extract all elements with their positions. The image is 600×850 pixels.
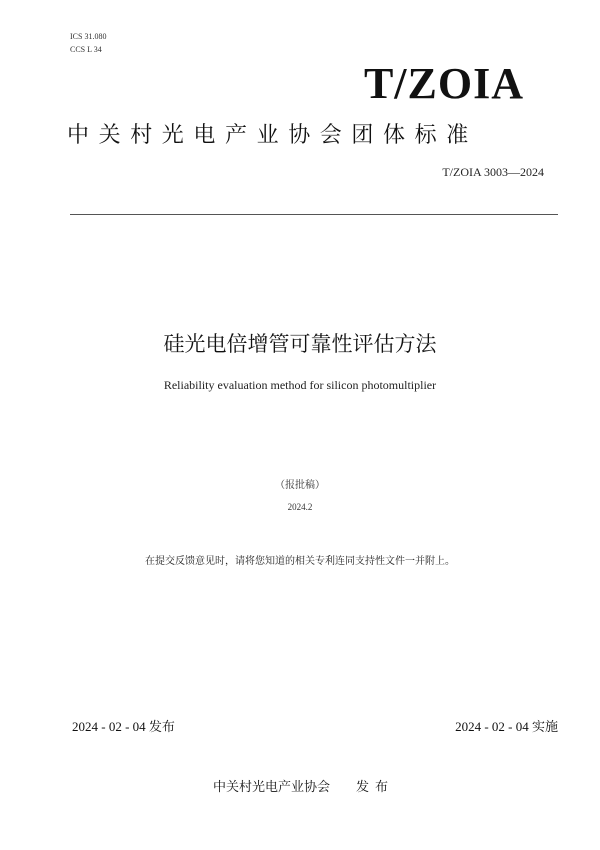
ccs-code: CCS L 34 xyxy=(70,45,102,54)
publisher-name: 中关村光电产业协会 xyxy=(213,780,331,795)
issue-date: 2024 - 02 - 04 发布 xyxy=(72,719,175,734)
document-title-english: Reliability evaluation method for silicon photomultiplier xyxy=(163,378,437,392)
draft-stage-label: （报批稿） xyxy=(275,480,325,491)
implementation-date: 2024 - 02 - 04 实施 xyxy=(455,719,558,734)
draft-date: 2024.2 xyxy=(287,502,313,512)
association-logo: T/ZOIA xyxy=(363,59,524,108)
standard-type-heading: 中关村光电产业协会团体标准 xyxy=(67,123,478,148)
classification-codes xyxy=(70,30,106,56)
ics-code: ICS 31.080 xyxy=(70,32,107,41)
header-divider xyxy=(70,214,558,215)
standard-number: T/ZOIA 3003—2024 xyxy=(442,165,544,179)
document-title-chinese: 硅光电倍增管可靠性评估方法 xyxy=(163,332,437,356)
publisher-line xyxy=(213,776,394,795)
patent-notice: 在提交反馈意见时，请将您知道的相关专利连同支持性文件一并附上。 xyxy=(145,556,455,567)
publish-word: 发布 xyxy=(356,780,395,795)
